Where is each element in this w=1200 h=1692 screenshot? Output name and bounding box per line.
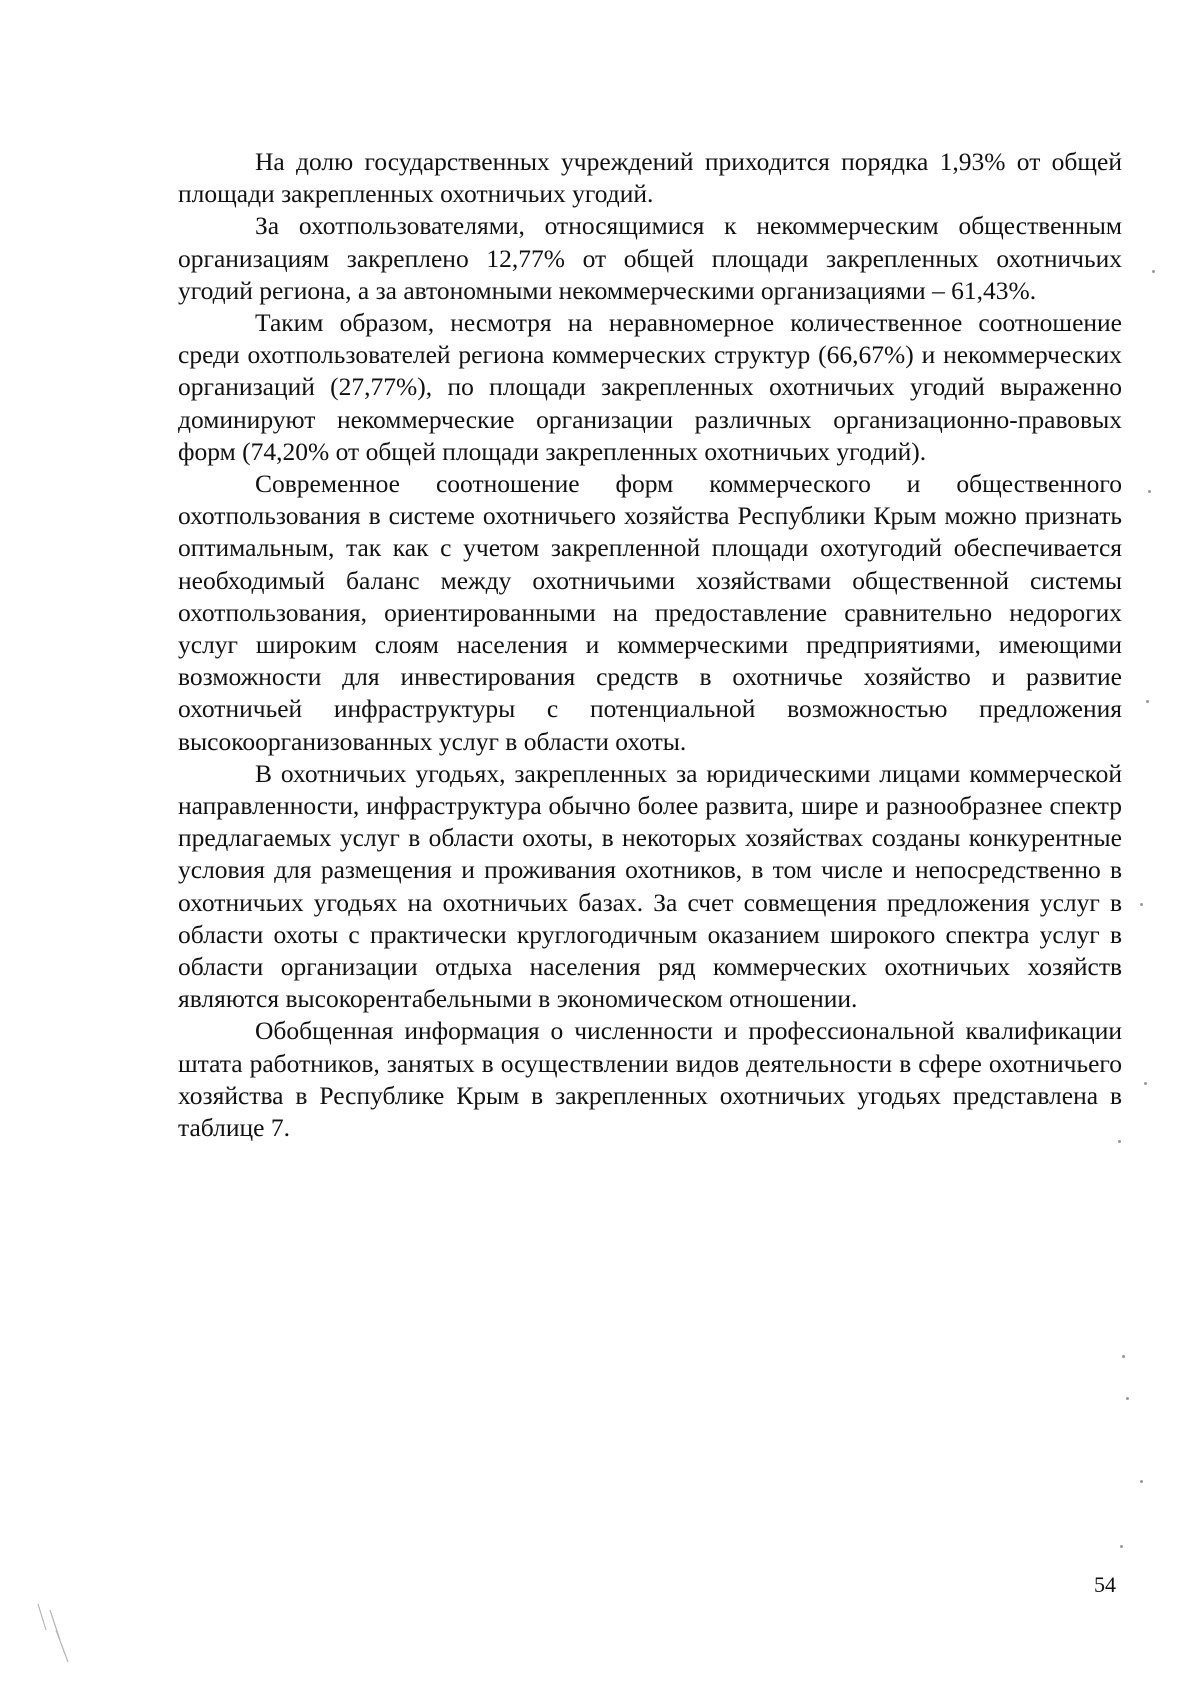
scan-speck xyxy=(1118,1140,1121,1143)
scan-speck xyxy=(1140,1480,1143,1483)
paragraph-optimal-balance: Современное соотношение форм коммерческого и общественного охотпользования в системе охотничьего хозяйства Республики Крым можно признать оптимальным, так как с учетом закрепленной площади охотугодий обеспечивается необходимый баланс между охотничьими хозяйствами общественной системы охотпользования, ориентированными на предоставление сравнительно недорогих услуг широким слоям населения и коммерческими предприятиями, имеющими возможности для инвестирования средств в охотничье хозяйство и развитие охотничьей инфраструктуры с потенциальной возможностью предложения высокоорганизованных услуг в области охоты. xyxy=(178,469,1122,756)
page-number: 54 xyxy=(1094,1572,1116,1597)
body-text xyxy=(178,146,1122,1144)
scan-speck xyxy=(1144,1082,1147,1085)
scan-speck xyxy=(1140,903,1143,906)
paragraph-state-institutions-share: На долю государственных учреждений приходится порядка 1,93% от общей площади закрепленных охотничьих угодий. xyxy=(178,147,1122,209)
scan-speck xyxy=(1120,1545,1123,1548)
scan-speck xyxy=(1126,1397,1129,1400)
scan-speck xyxy=(1122,1355,1125,1358)
scan-speck xyxy=(1146,700,1149,703)
scan-speck xyxy=(1152,270,1155,273)
scan-speck xyxy=(1148,490,1151,493)
paragraph-commercial-infrastructure: В охотничьих угодьях, закрепленных за юридическими лицами коммерческой направленности, инфраструктура обычно более развита, шире и разнообразнее спектр предлагаемых услуг в области охоты, в некоторых хозяйствах созданы конкурентные условия для размещения и проживания охотников, в том числе и непосредственно в охотничьих угодьях на охотничьих базах. За счет совмещения предложения услуг в области охоты с практически круглогодичным оказанием широкого спектра услуг в области организации отдыха населения ряд коммерческих охотничьих хозяйств являются высокорентабельными в экономическом отношении. xyxy=(178,758,1122,1014)
paragraph-table-reference: Обобщенная информация о численности и профессиональной квалификации штата работников, занятых в осуществлении видов деятельности в сфере охотничьего хозяйства в Республике Крым в закрепленных охотничьих угодьях представлена в таблице 7. xyxy=(178,1016,1122,1143)
paragraph-nonprofit-share: За охотпользователями, относящимися к некоммерческим общественным организациям закреплено 12,77% от общей площади закрепленных охотничьих угодий региона, а за автономными некоммерческими организациями – 61,43%. xyxy=(178,211,1122,305)
scan-scratch xyxy=(30,1600,90,1670)
paragraph-summary-dominance: Таким образом, несмотря на неравномерное количественное соотношение среди охотпользователей региона коммерческих структур (66,67%) и некоммерческих организаций (27,77%), по площади закрепленных охотничьих угодий выраженно доминируют некоммерческие организации различных организационно-правовых форм (74,20% от общей площади закрепленных охотничьих угодий). xyxy=(178,308,1122,466)
